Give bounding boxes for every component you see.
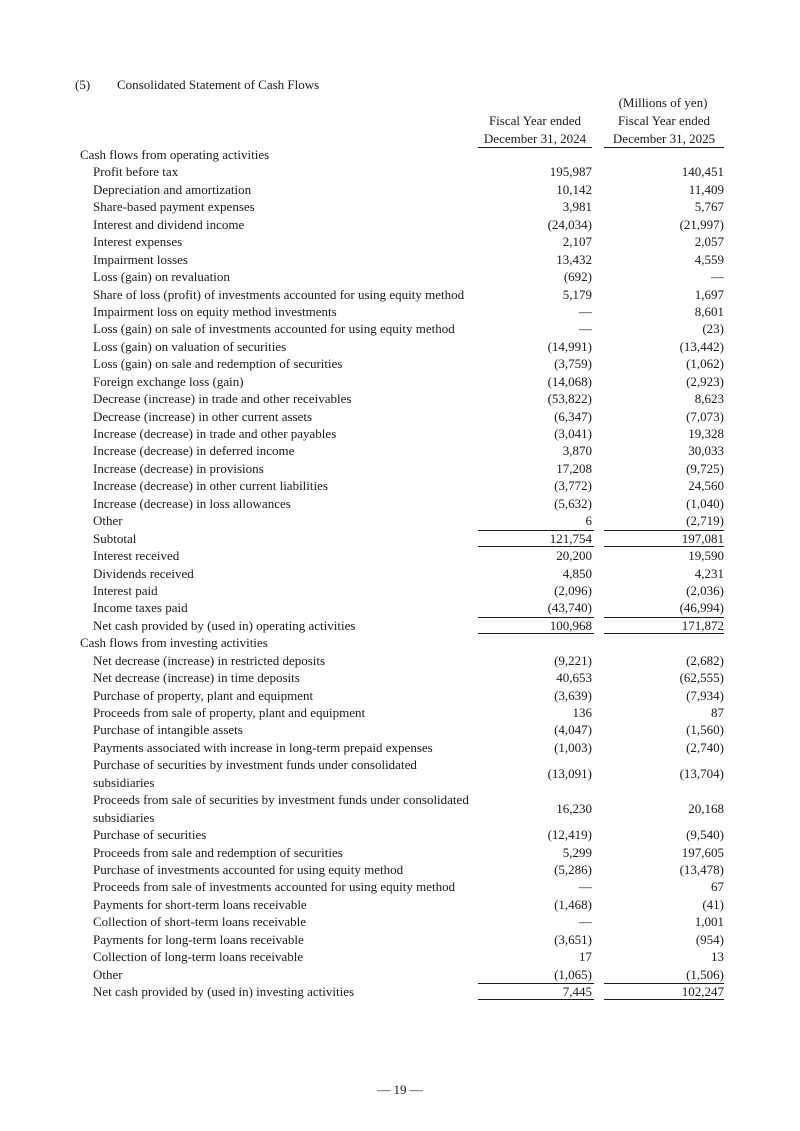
- value-2024: —: [579, 879, 592, 895]
- value-2025: (13,704): [679, 766, 724, 781]
- table-row: [80, 233, 730, 250]
- row-label: Interest expenses: [93, 234, 183, 250]
- value-2024: 40,653: [556, 670, 592, 686]
- table-row: [80, 442, 730, 459]
- total-rule-top: [604, 983, 724, 984]
- cash-flow-table: [80, 146, 730, 1000]
- value-2025: 5,767: [694, 199, 724, 215]
- total-rule-bottom: [604, 999, 724, 1000]
- value-2025: 13: [711, 949, 724, 965]
- value-2025: 1,001: [694, 914, 724, 930]
- value-2024: (5,632): [554, 495, 592, 511]
- value-2024: 3,870: [562, 443, 592, 459]
- row-label: Purchase of investments accounted for using equity method: [93, 861, 404, 877]
- column-header-line1: Fiscal Year ended: [617, 113, 711, 128]
- value-2025: (1,560): [686, 722, 724, 738]
- value-2024: 5,179: [562, 286, 592, 302]
- table-row: [80, 582, 730, 599]
- value-2025: 140,451: [681, 164, 724, 180]
- row-label: Net decrease (increase) in time deposits: [93, 670, 300, 686]
- table-row: [80, 861, 730, 878]
- value-2025: (2,719): [686, 513, 724, 529]
- row-label: Subtotal: [93, 530, 137, 546]
- row-label: Proceeds from sale of property, plant and equipment: [93, 705, 366, 720]
- row-label: Share of loss (profit) of investments accounted for using equity method: [93, 286, 465, 302]
- table-row: [80, 599, 730, 616]
- total-rule-top: [604, 617, 724, 618]
- units-note: (Millions of yen): [618, 95, 708, 110]
- subtotal-row: [80, 530, 730, 547]
- table-row: [80, 390, 730, 407]
- value-2025: 8,601: [694, 303, 724, 319]
- value-2025: 87: [711, 705, 724, 720]
- table-row: [80, 373, 730, 390]
- table-row: [80, 303, 730, 320]
- row-label: Purchase of intangible assets: [93, 722, 243, 738]
- value-2024: (4,047): [554, 722, 592, 738]
- row-label: Net cash provided by (used in) operating activities: [93, 617, 356, 633]
- column-header-2025: [604, 112, 724, 148]
- table-row: [80, 460, 730, 477]
- table-row: [80, 425, 730, 442]
- total-rule-top: [604, 530, 724, 531]
- row-label: Impairment losses: [93, 251, 188, 267]
- row-label: Proceeds from sale of investments accounted for using equity method: [93, 879, 456, 895]
- value-2024: (24,034): [547, 216, 592, 232]
- row-label: Foreign exchange loss (gain): [93, 373, 244, 389]
- table-row: [80, 338, 730, 355]
- value-2024: (12,419): [547, 827, 592, 843]
- value-2025: 67: [711, 879, 724, 895]
- row-label: Collection of long-term loans receivable: [93, 949, 304, 965]
- value-2025: —: [711, 269, 724, 285]
- value-2025: (7,934): [686, 687, 724, 703]
- table-row: [80, 477, 730, 494]
- row-label: Loss (gain) on valuation of securities: [93, 338, 287, 354]
- row-label: Purchase of property, plant and equipment: [93, 687, 314, 703]
- value-2024: (3,759): [554, 356, 592, 372]
- value-2024: 100,968: [549, 617, 592, 633]
- value-2024: 17: [579, 949, 592, 965]
- table-row: [80, 512, 730, 529]
- row-label: Increase (decrease) in loss allowances: [93, 495, 291, 511]
- value-2025: (1,506): [686, 966, 724, 982]
- column-header-line2: December 31, 2025: [604, 130, 724, 149]
- table-row: [80, 216, 730, 233]
- row-label: Depreciation and amortization: [93, 181, 252, 197]
- table-row: [80, 878, 730, 895]
- table-row: [80, 756, 730, 791]
- value-2024: (13,091): [547, 766, 592, 781]
- row-label: Increase (decrease) in deferred income: [93, 443, 295, 459]
- table-row: [80, 948, 730, 965]
- section-label: Cash flows from investing activities: [80, 635, 268, 651]
- value-2025: 30,033: [688, 443, 724, 459]
- value-2024: 6: [585, 513, 592, 529]
- row-label: Interest paid: [93, 582, 158, 598]
- value-2024: 10,142: [556, 181, 592, 197]
- value-2024: (1,065): [554, 966, 592, 982]
- table-row: [80, 495, 730, 512]
- net-investing-row: [80, 983, 730, 1000]
- row-label: Other: [93, 513, 123, 529]
- value-2025: (9,725): [686, 460, 724, 476]
- row-label: Proceeds from sale of securities by investment funds under consolidated subsidiaries: [93, 792, 469, 825]
- value-2025: 102,247: [681, 984, 724, 1000]
- row-label: Impairment loss on equity method investments: [93, 303, 337, 319]
- statement-heading: [75, 77, 319, 93]
- value-2025: (41): [702, 896, 724, 912]
- row-label: Purchase of securities by investment funds under consolidated subsidiaries: [93, 757, 417, 790]
- table-row: [80, 704, 730, 721]
- net-operating-row: [80, 617, 730, 634]
- table-row: [80, 547, 730, 564]
- value-2024: (3,772): [554, 478, 592, 494]
- value-2024: 16,230: [556, 800, 592, 816]
- value-2024: (53,822): [547, 391, 592, 407]
- value-2024: —: [579, 321, 592, 337]
- value-2024: 121,754: [549, 530, 592, 546]
- row-label: Interest received: [93, 548, 180, 564]
- row-label: Income taxes paid: [93, 600, 188, 616]
- row-label: Increase (decrease) in trade and other payables: [93, 426, 337, 441]
- value-2025: 2,057: [694, 234, 724, 250]
- value-2024: (3,041): [554, 426, 592, 441]
- value-2025: (2,682): [686, 652, 724, 668]
- table-row: [80, 268, 730, 285]
- value-2025: 197,605: [681, 844, 724, 860]
- value-2025: (62,555): [679, 670, 724, 686]
- total-rule-bottom: [478, 999, 594, 1000]
- row-label: Net cash provided by (used in) investing activities: [93, 984, 355, 1000]
- value-2025: (2,740): [686, 739, 724, 755]
- table-row: [80, 913, 730, 930]
- value-2025: (2,036): [686, 582, 724, 598]
- value-2024: 17,208: [556, 460, 592, 476]
- value-2024: (2,096): [554, 582, 592, 598]
- section-label: Cash flows from operating activities: [80, 147, 270, 162]
- value-2025: (9,540): [686, 827, 724, 843]
- column-header-line1: Fiscal Year ended: [488, 113, 582, 128]
- value-2024: (5,286): [554, 861, 592, 877]
- table-row: [80, 721, 730, 738]
- row-label: Payments for short-term loans receivable: [93, 896, 307, 912]
- row-label: Payments for long-term loans receivable: [93, 931, 304, 947]
- row-label: Share-based payment expenses: [93, 199, 255, 215]
- table-row: [80, 739, 730, 756]
- section-header-investing: [80, 634, 730, 651]
- table-row: [80, 408, 730, 425]
- value-2025: (954): [695, 931, 724, 947]
- value-2024: (14,991): [547, 338, 592, 354]
- table-row: [80, 844, 730, 861]
- value-2024: (3,651): [554, 931, 592, 947]
- value-2024: (6,347): [554, 408, 592, 424]
- value-2024: (1,468): [554, 896, 592, 912]
- value-2024: 5,299: [562, 844, 592, 860]
- total-rule-top: [478, 530, 594, 531]
- column-header-line2: December 31, 2024: [478, 130, 592, 149]
- value-2025: (1,062): [686, 356, 724, 372]
- table-row: [80, 931, 730, 948]
- row-label: Net decrease (increase) in restricted deposits: [93, 652, 326, 668]
- value-2025: 11,409: [688, 181, 724, 197]
- value-2024: 4,850: [562, 565, 592, 581]
- table-row: [80, 652, 730, 669]
- row-label: Purchase of securities: [93, 827, 207, 843]
- table-row: [80, 565, 730, 582]
- value-2024: 2,107: [562, 234, 592, 250]
- statement-title: Consolidated Statement of Cash Flows: [117, 77, 320, 92]
- row-label: Dividends received: [93, 565, 194, 581]
- value-2025: 4,559: [694, 251, 724, 267]
- value-2025: (21,997): [679, 216, 724, 232]
- row-label: Other: [93, 966, 123, 982]
- table-row: [80, 181, 730, 198]
- value-2025: 20,168: [688, 800, 724, 816]
- table-row: [80, 198, 730, 215]
- row-label: Increase (decrease) in provisions: [93, 460, 264, 476]
- table-row: [80, 791, 730, 826]
- value-2024: (1,003): [554, 739, 592, 755]
- table-row: [80, 163, 730, 180]
- page-number: — 19 —: [377, 1082, 423, 1097]
- total-rule-top: [478, 983, 594, 984]
- value-2024: (3,639): [554, 687, 592, 703]
- table-row: [80, 355, 730, 372]
- value-2024: (43,740): [547, 600, 592, 616]
- value-2024: (692): [563, 269, 592, 285]
- total-rule-top: [478, 617, 594, 618]
- value-2025: (13,478): [679, 861, 724, 877]
- row-label: Loss (gain) on revaluation: [93, 269, 230, 285]
- row-label: Loss (gain) on sale of investments accounted for using equity method: [93, 321, 455, 337]
- value-2024: 3,981: [562, 199, 592, 215]
- value-2025: 197,081: [681, 530, 724, 546]
- section-header-operating: [80, 146, 730, 163]
- value-2025: 4,231: [694, 565, 724, 581]
- value-2024: 136: [572, 705, 592, 720]
- value-2024: 20,200: [556, 548, 592, 564]
- column-header-2024: [478, 112, 592, 148]
- value-2025: (7,073): [686, 408, 724, 424]
- value-2025: 1,697: [694, 286, 724, 302]
- value-2024: 7,445: [562, 984, 592, 1000]
- value-2024: (14,068): [547, 373, 592, 389]
- table-row: [80, 687, 730, 704]
- value-2025: 19,328: [688, 426, 724, 441]
- value-2025: (46,994): [679, 600, 724, 616]
- value-2024: —: [579, 303, 592, 319]
- section-number: (5): [75, 77, 91, 92]
- value-2025: 171,872: [681, 617, 724, 633]
- value-2025: (2,923): [686, 373, 724, 389]
- row-label: Profit before tax: [93, 164, 179, 180]
- table-row: [80, 286, 730, 303]
- value-2025: (1,040): [686, 495, 724, 511]
- value-2025: 19,590: [688, 548, 724, 564]
- table-row: [80, 826, 730, 843]
- row-label: Interest and dividend income: [93, 216, 245, 232]
- table-row: [80, 669, 730, 686]
- row-label: Increase (decrease) in other current liabilities: [93, 478, 328, 494]
- value-2025: 8,623: [694, 391, 724, 407]
- value-2024: 13,432: [556, 251, 592, 267]
- row-label: Decrease (increase) in trade and other receivables: [93, 391, 352, 407]
- value-2024: —: [579, 914, 592, 930]
- value-2024: (9,221): [554, 652, 592, 668]
- table-row: [80, 896, 730, 913]
- row-label: Payments associated with increase in long-term prepaid expenses: [93, 739, 433, 755]
- table-row: [80, 966, 730, 983]
- table-row: [80, 251, 730, 268]
- value-2024: 195,987: [549, 164, 592, 180]
- row-label: Decrease (increase) in other current assets: [93, 408, 313, 424]
- table-row: [80, 320, 730, 337]
- value-2025: 24,560: [688, 478, 724, 494]
- value-2025: (13,442): [679, 338, 724, 354]
- row-label: Loss (gain) on sale and redemption of securities: [93, 356, 343, 372]
- row-label: Collection of short-term loans receivable: [93, 914, 306, 930]
- row-label: Proceeds from sale and redemption of securities: [93, 844, 343, 860]
- value-2025: (23): [702, 321, 724, 337]
